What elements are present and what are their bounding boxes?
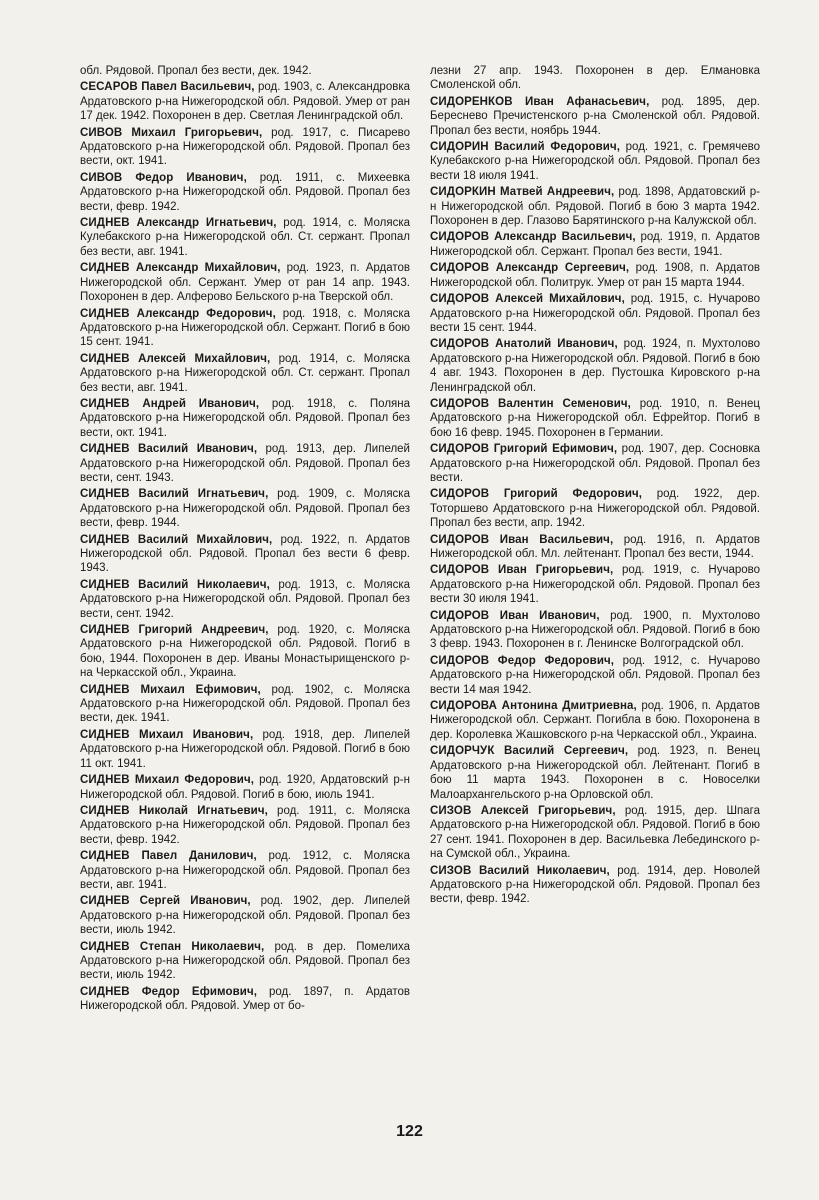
entry-text: род. 1895, дер. Береснево Пречистенского р-на Смоленской обл. Рядовой. Пропал без вести, ноябрь 1944. (430, 95, 760, 137)
entry-text: род. 1897, п. Ардатов Нижегородской обл. Рядовой. Умер от бо- (80, 985, 410, 1013)
entry-text: род. 1914, с. Моляска Кулебакского р-на Нижегородской обл. Ст. сержант. Пропал без вести, авг. 1941. (80, 217, 410, 258)
entry (80, 80, 410, 123)
entry-name: СИДНЕВ Федор Ефимович, (80, 985, 258, 998)
entry-name: СИДНЕВ Александр Федорович, (80, 307, 276, 320)
entry-text: род. в дер. Помелиха Ардатовского р-на Нижегородской обл. Рядовой. Пропал без вести, июль 1942. (80, 940, 410, 982)
entry (430, 261, 760, 290)
entry (430, 95, 760, 138)
entry-text: лезни 27 апр. 1943. Похоронен в дер. Елмановка Смоленской обл. (430, 65, 760, 92)
entry-name: СИДОРОВ Александр Васильевич, (430, 231, 636, 244)
entry-name: СИДОРОВ Григорий Ефимович, (430, 443, 618, 456)
entry-text: род. 1906, п. Ардатов Нижегородской обл. Сержант. Погибла в бою. Похоронена в дер. Королевка Жашковского р-на Черкасской обл., Украина. (430, 700, 760, 741)
entry-text: род. 1919, п. Ардатов Нижегородской обл. Сержант. Пропал без вести, 1941. (430, 231, 760, 258)
entry-text: род. 1920, Ардатовский р-н Нижегородской обл. Рядовой. Погиб в бою, июль 1941. (80, 774, 410, 801)
entry-name: СИДНЕВ Андрей Иванович, (80, 397, 260, 410)
entry-name: СИДОРОВ Иван Иванович, (430, 609, 600, 622)
entry-name: СИЗОВ Василий Николаевич, (430, 864, 610, 877)
entry (80, 126, 410, 169)
entry-name: СИДНЕВ Василий Николаевич, (80, 578, 270, 591)
entry (80, 940, 410, 983)
entry (80, 397, 410, 440)
entry (430, 533, 760, 562)
entry-text: род. 1918, дер. Липелей Ардатовского р-на Нижегородской обл. Рядовой. Погиб в бою 11 окт. 1941. (80, 728, 410, 770)
entry-name: СИДОРОВ Федор Федорович, (430, 654, 615, 667)
entry-text: род. 1898, Ардатовский р-н Нижегородской обл. Рядовой. Погиб в бою 3 марта 1942. Похоронен в дер. Глазово Барятинского р-на Калужской обл. (430, 186, 761, 228)
entry (430, 292, 760, 335)
entry-name: СИДНЕВ Григорий Андреевич, (80, 624, 269, 637)
entry-name: СИДОРЧУК Василий Сергеевич, (430, 745, 629, 758)
entry (80, 487, 410, 530)
entry (430, 563, 760, 606)
entry-text: род. 1912, с. Моляска Ардатовского р-на Нижегородской обл. Рядовой. Пропал без вести, авг. 1941. (80, 850, 410, 891)
entry-name: СИЗОВ Алексей Григорьевич, (430, 804, 616, 817)
entry-name: СИДНЕВ Василий Игнатьевич, (80, 488, 269, 501)
entry (430, 804, 760, 862)
entry (80, 804, 410, 847)
entry-text: род. 1911, с. Михеевка Ардатовского р-на Нижегородской обл. Рядовой. Пропал без вести, февр. 1942. (80, 171, 410, 213)
entry (430, 699, 760, 742)
entry-text: род. 1913, с. Моляска Ардатовского р-на Нижегородской обл. Рядовой. Пропал без вести, сент. 1942. (80, 578, 410, 620)
entry (80, 578, 410, 621)
entry-name: СИВОВ Федор Иванович, (80, 171, 247, 184)
entry-text: род. 1918, с. Поляна Ардатовского р-на Нижегородской обл. Рядовой. Пропал без вести, окт. 1941. (80, 397, 410, 439)
entry (80, 533, 410, 576)
entry (80, 894, 410, 937)
entry-name: СИДОРОВ Григорий Федорович, (430, 488, 643, 501)
right-column (430, 64, 760, 909)
entry-text: род. 1910, п. Венец Ардатовского р-на Нижегородской обл. Ефрейтор. Погиб в бою 16 февр. 1945. Похоронен в Германии. (430, 397, 760, 439)
entry (80, 216, 410, 259)
entry-name: СИДОРЕНКОВ Иван Афанасьевич, (430, 95, 650, 108)
entry-name: СИДОРОВ Алексей Михайлович, (430, 293, 625, 306)
entry-name: СИДНЕВ Николай Игнатьевич, (80, 804, 268, 817)
entry (430, 609, 760, 652)
entry (80, 307, 410, 350)
entry-text: обл. Рядовой. Пропал без вести, дек. 1942. (80, 65, 312, 77)
entry-name: СИДНЕВ Михаил Ефимович, (80, 683, 261, 696)
entry-text: род. 1920, с. Моляска Ардатовского р-на Нижегородской обл. Рядовой. Погиб в бою, 1944. Похоронен в дер. Иваны Монастырищенского р-на Черкасской обл., Украина. (80, 624, 410, 680)
entry-text: род. 1911, с. Моляска Ардатовского р-на Нижегородской обл. Рядовой. Пропал без вести, февр. 1942. (80, 804, 410, 846)
entry-text: род. 1902, дер. Липелей Ардатовского р-на Нижегородской обл. Рядовой. Пропал без вести, июль 1942. (80, 895, 410, 937)
entry-name: СИДОРОВ Александр Сергеевич, (430, 262, 630, 275)
entry (80, 261, 410, 304)
entry-text: род. 1916, п. Ардатов Нижегородской обл. Мл. лейтенант. Пропал без вести, 1944. (430, 533, 760, 560)
entry (80, 623, 410, 681)
entry-name: СИДОРОВ Анатолий Иванович, (430, 338, 618, 351)
entry (430, 230, 760, 259)
entry-text: род. 1922, п. Ардатов Нижегородской обл. Рядовой. Пропал без вести 6 февр. 1943. (80, 533, 410, 575)
entry (430, 744, 760, 802)
entry (80, 442, 410, 485)
entry (430, 185, 760, 228)
entry-text: род. 1913, дер. Липелей Ардатовского р-на Нижегородской обл. Рядовой. Пропал без вести, сент. 1943. (80, 443, 410, 484)
entry-name: СИДОРОВ Иван Васильевич, (430, 533, 614, 546)
entry (80, 985, 410, 1014)
entry-name: СИДНЕВ Сергей Иванович, (80, 895, 251, 908)
entry (80, 352, 410, 395)
entry (80, 683, 410, 726)
entry-name: СИДНЕВ Павел Данилович, (80, 850, 257, 863)
entry-text: род. 1902, с. Моляска Ардатовского р-на Нижегородской обл. Рядовой. Пропал без вести, дек. 1941. (80, 683, 410, 725)
entry (430, 487, 760, 530)
entry (430, 654, 760, 697)
entry-name: СИДОРКИН Матвей Андреевич, (430, 186, 615, 199)
entry-name: СИДНЕВ Александр Игнатьевич, (80, 217, 277, 230)
entry-text: род. 1923, п. Ардатов Нижегородской обл. Сержант. Умер от ран 14 апр. 1943. Похоронен в дер. Алферово Бельского р-на Тверской обл. (80, 262, 410, 304)
page-number: 122 (396, 1123, 423, 1140)
entry-text: род. 1923, п. Венец Ардатовского р-на Нижегородской обл. Лейтенант. Погиб в бою 11 марта 1943. Похоронен в с. Новоселки Малоархангельского р-на Орловской обл. (430, 745, 760, 801)
entry-name: СИДОРОВ Иван Григорьевич, (430, 564, 614, 577)
entry-name: СИДНЕВ Александр Михайлович, (80, 262, 281, 275)
entry-text: род. 1915, дер. Шпага Ардатовского р-на Нижегородской обл. Рядовой. Погиб в бою 27 сент. 1941. Похоронен в дер. Васильевка Лебединского р-на Сумской обл., Украина. (430, 804, 761, 861)
entry-text: род. 1924, п. Мухтолово Ардатовского р-на Нижегородской обл. Рядовой. Погиб в бою 4 авг. 1943. Похоронен в дер. Пустошка Кировского р-на Ленинградской обл. (430, 338, 760, 394)
entry-name: СИДНЕВ Василий Иванович, (80, 443, 258, 456)
entry-text: род. 1921, с. Гремячево Кулебакского р-на Нижегородской обл. Рядовой. Пропал без вести 18 июля 1941. (430, 141, 760, 182)
entry-text: род. 1914, дер. Новолей Ардатовского р-на Нижегородской обл. Рядовой. Пропал без вести, февр. 1942. (430, 864, 760, 906)
entry-text: род. 1903, с. Александровка Ардатовского р-на Нижегородской обл. Рядовой. Умер от ран 17 дек. 1942. Похоронен в дер. Светлая Ленинградской обл. (80, 81, 411, 123)
entry-name: СИДНЕВ Василий Михайлович, (80, 533, 273, 546)
entry-name: СИДНЕВ Михаил Федорович, (80, 774, 255, 787)
entry-text: род. 1922, дер. Тоторшево Ардатовского р-на Нижегородской обл. Рядовой. Пропал без вести, апр. 1942. (430, 488, 760, 530)
entry-text: род. 1908, п. Ардатов Нижегородской обл. Политрук. Умер от ран 15 марта 1944. (430, 262, 760, 289)
entry (80, 728, 410, 771)
entry (430, 337, 760, 395)
entry-text: род. 1917, с. Писарево Ардатовского р-на Нижегородской обл. Рядовой. Пропал без вести, окт. 1941. (80, 126, 411, 168)
entry-name: СИДНЕВ Степан Николаевич, (80, 940, 265, 953)
entry (80, 773, 410, 802)
entry-text: род. 1914, с. Моляска Ардатовского р-на Нижегородской обл. Ст. сержант. Пропал без вести, авг. 1941. (80, 352, 410, 394)
entry-name: СИДОРОВА Антонина Дмитриевна, (430, 700, 637, 713)
entry (80, 849, 410, 892)
entry-name: СИВОВ Михаил Григорьевич, (80, 126, 263, 139)
entry (430, 140, 760, 183)
entry-text: род. 1900, п. Мухтолово Ардатовского р-на Нижегородской обл. Рядовой. Погиб в бою 3 февр. 1943. Похоронен в г. Ленинске Волгоградской обл. (430, 609, 760, 651)
entry (430, 442, 760, 485)
entry-text: род. 1918, с. Моляска Ардатовского р-на Нижегородской обл. Сержант. Погиб в бою 15 сент. 1941. (80, 307, 410, 349)
entry (80, 64, 410, 78)
entry-text: род. 1912, с. Нучарово Ардатовского р-на Нижегородской обл. Рядовой. Пропал без вести 14 мая 1942. (430, 654, 760, 696)
entry-text: род. 1919, с. Нучарово Ардатовского р-на Нижегородской обл. Рядовой. Пропал без вести 30 июля 1941. (430, 564, 761, 606)
entry (80, 171, 410, 214)
entry-name: СЕСАРОВ Павел Васильевич, (80, 81, 255, 94)
entry-text: род. 1907, дер. Сосновка Ардатовского р-на Нижегородской обл. Рядовой. Пропал без вести. (430, 443, 760, 484)
entry-name: СИДОРИН Василий Федорович, (430, 141, 621, 154)
entry-text: род. 1909, с. Моляска Ардатовского р-на Нижегородской обл. Рядовой. Пропал без вести, февр. 1944. (80, 488, 410, 530)
left-column (80, 64, 410, 1016)
entry-name: СИДОРОВ Валентин Семенович, (430, 397, 631, 410)
entry-name: СИДНЕВ Алексей Михайлович, (80, 352, 271, 365)
entry-text: род. 1915, с. Нучарово Ардатовского р-на Нижегородской обл. Рядовой. Пропал без вести 15 сент. 1944. (430, 293, 760, 334)
entry (430, 64, 760, 93)
entry-name: СИДНЕВ Михаил Иванович, (80, 728, 254, 741)
entry (430, 397, 760, 440)
entry (430, 864, 760, 907)
